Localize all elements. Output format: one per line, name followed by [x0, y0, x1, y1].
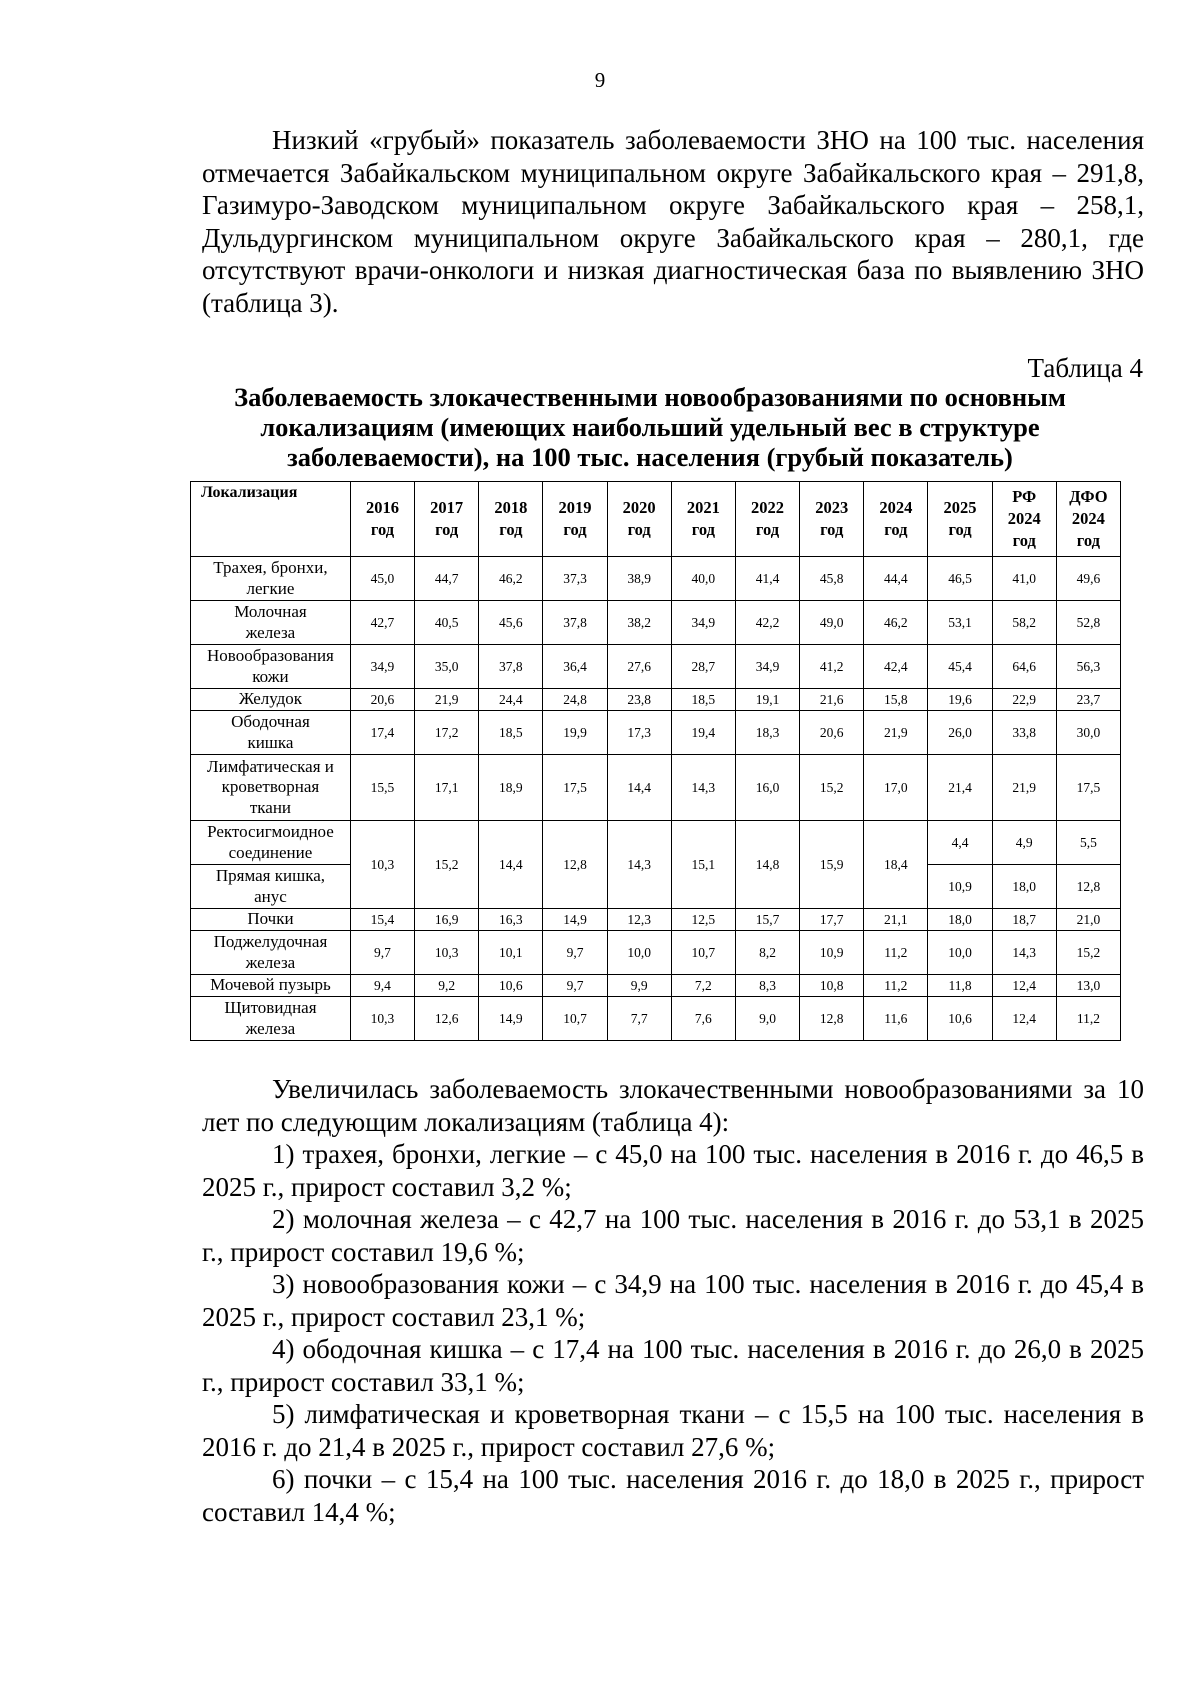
cell-value: 45,8 — [800, 557, 864, 601]
cell-value: 15,2 — [1056, 931, 1120, 975]
row-localization: Трахея, бронхи, легкие — [191, 557, 351, 601]
cell-value: 19,6 — [928, 689, 992, 711]
cell-value: 10,9 — [800, 931, 864, 975]
cell-value: 18,0 — [928, 909, 992, 931]
cell-value: 19,1 — [735, 689, 799, 711]
cell-value: 10,3 — [350, 997, 414, 1041]
cell-value: 4,9 — [992, 821, 1056, 865]
cell-value: 12,8 — [543, 821, 607, 909]
cell-value: 10,9 — [928, 865, 992, 909]
row-localization: Мочевой пузырь — [191, 975, 351, 997]
cell-value: 20,6 — [350, 689, 414, 711]
cell-value: 45,0 — [350, 557, 414, 601]
cell-value: 18,4 — [864, 821, 928, 909]
header-year: 2025 год — [928, 482, 992, 557]
cell-value: 14,9 — [479, 997, 543, 1041]
cell-value: 15,7 — [735, 909, 799, 931]
cell-value: 10,6 — [928, 997, 992, 1041]
cell-value: 21,0 — [1056, 909, 1120, 931]
cell-value: 16,3 — [479, 909, 543, 931]
cell-value: 21,6 — [800, 689, 864, 711]
cell-value: 18,7 — [992, 909, 1056, 931]
cell-value: 13,0 — [1056, 975, 1120, 997]
cell-value: 9,7 — [543, 975, 607, 997]
cell-value: 58,2 — [992, 601, 1056, 645]
header-year: 2022 год — [735, 482, 799, 557]
cell-value: 35,0 — [415, 645, 479, 689]
cell-value: 18,5 — [479, 711, 543, 755]
cell-value: 12,3 — [607, 909, 671, 931]
table-row — [191, 557, 1121, 601]
cell-value: 10,6 — [479, 975, 543, 997]
cell-value: 17,3 — [607, 711, 671, 755]
cell-value: 27,6 — [607, 645, 671, 689]
header-year: 2021 год — [671, 482, 735, 557]
cell-value: 40,5 — [415, 601, 479, 645]
cell-value: 28,7 — [671, 645, 735, 689]
cell-value: 18,3 — [735, 711, 799, 755]
cell-value: 15,1 — [671, 821, 735, 909]
cell-value: 17,2 — [415, 711, 479, 755]
cell-value: 42,2 — [735, 601, 799, 645]
row-localization: Желудок — [191, 689, 351, 711]
cell-value: 12,8 — [1056, 865, 1120, 909]
cell-value: 45,4 — [928, 645, 992, 689]
row-localization: Новообразования кожи — [191, 645, 351, 689]
cell-value: 44,7 — [415, 557, 479, 601]
header-year: 2024 год — [864, 482, 928, 557]
table-label: Таблица 4 — [1027, 353, 1143, 383]
cell-value: 44,4 — [864, 557, 928, 601]
table-title-line: заболеваемости), на 100 тыс. населения (грубый показатель) — [287, 442, 1013, 472]
cell-value: 9,2 — [415, 975, 479, 997]
cell-value: 38,9 — [607, 557, 671, 601]
cell-value: 17,1 — [415, 755, 479, 821]
cell-value: 37,8 — [543, 601, 607, 645]
cell-value: 33,8 — [992, 711, 1056, 755]
row-localization: Прямая кишка, анус — [191, 865, 351, 909]
cell-value: 9,7 — [543, 931, 607, 975]
cell-value: 19,4 — [671, 711, 735, 755]
cell-value: 20,6 — [800, 711, 864, 755]
cell-value: 15,9 — [800, 821, 864, 909]
cell-value: 12,6 — [415, 997, 479, 1041]
list-item: 4) ободочная кишка – с 17,4 на 100 тыс. населения в 2016 г. до 26,0 в 2025 г., прирост составил 33,1 %; — [202, 1334, 1144, 1397]
cell-value: 24,8 — [543, 689, 607, 711]
cell-value: 16,9 — [415, 909, 479, 931]
cell-value: 12,4 — [992, 975, 1056, 997]
table-row — [191, 821, 1121, 865]
row-localization: Ободочная кишка — [191, 711, 351, 755]
cell-value: 49,0 — [800, 601, 864, 645]
summary-paragraph: Увеличилась заболеваемость злокачественными новообразованиями за 10 лет по следующим локализациям (таблица 4): — [202, 1074, 1144, 1137]
cell-value: 36,4 — [543, 645, 607, 689]
cell-value: 42,4 — [864, 645, 928, 689]
cell-value: 14,3 — [607, 821, 671, 909]
cell-value: 40,0 — [671, 557, 735, 601]
cell-value: 42,7 — [350, 601, 414, 645]
cell-value: 17,5 — [543, 755, 607, 821]
cell-value: 21,9 — [992, 755, 1056, 821]
header-year: 2018 год — [479, 482, 543, 557]
header-year: РФ 2024 год — [992, 482, 1056, 557]
header-year: ДФО 2024 год — [1056, 482, 1120, 557]
cell-value: 10,1 — [479, 931, 543, 975]
cell-value: 15,8 — [864, 689, 928, 711]
table-row — [191, 931, 1121, 975]
cell-value: 16,0 — [735, 755, 799, 821]
header-localization: Локализация — [191, 482, 351, 557]
row-localization: Поджелудочная железа — [191, 931, 351, 975]
header-year: 2017 год — [415, 482, 479, 557]
cell-value: 11,2 — [1056, 997, 1120, 1041]
cell-value: 10,8 — [800, 975, 864, 997]
cell-value: 15,2 — [415, 821, 479, 909]
list-item: 3) новообразования кожи – с 34,9 на 100 тыс. населения в 2016 г. до 45,4 в 2025 г., прирост составил 23,1 %; — [202, 1269, 1144, 1332]
list-item: 6) почки – с 15,4 на 100 тыс. населения 2016 г. до 18,0 в 2025 г., прирост составил 14,4 %; — [202, 1464, 1144, 1527]
table-title-line: локализациям (имеющих наибольший удельный вес в структуре — [260, 412, 1040, 442]
cell-value: 14,4 — [479, 821, 543, 909]
cell-value: 14,4 — [607, 755, 671, 821]
table-row — [191, 689, 1121, 711]
cell-value: 14,3 — [671, 755, 735, 821]
cell-value: 22,9 — [992, 689, 1056, 711]
cell-value: 14,3 — [992, 931, 1056, 975]
cell-value: 14,9 — [543, 909, 607, 931]
cell-value: 9,7 — [350, 931, 414, 975]
cell-value: 64,6 — [992, 645, 1056, 689]
cell-value: 10,7 — [543, 997, 607, 1041]
cell-value: 15,5 — [350, 755, 414, 821]
table-row — [191, 909, 1121, 931]
cell-value: 12,5 — [671, 909, 735, 931]
cell-value: 7,2 — [671, 975, 735, 997]
list-item: 2) молочная железа – с 42,7 на 100 тыс. населения в 2016 г. до 53,1 в 2025 г., прирост составил 19,6 %; — [202, 1204, 1144, 1267]
table-row — [191, 601, 1121, 645]
cell-value: 34,9 — [671, 601, 735, 645]
intro-paragraph: Низкий «грубый» показатель заболеваемости ЗНО на 100 тыс. населения отмечается Забайкальском муниципальном округе Забайкальского края – 291,8, Газимуро-Заводском муниципальном округе Забайкальского края – 258,1, Дульдургинском муниципальном округе Забайкальского края – 280,1, где отсутствуют врачи-онкологи и низкая диагностическая база по выявлению ЗНО (таблица 3). — [202, 125, 1144, 318]
table-title — [180, 382, 1120, 472]
incidence-table — [190, 481, 1121, 1041]
cell-value: 23,7 — [1056, 689, 1120, 711]
table-header-row — [191, 482, 1121, 557]
row-localization: Щитовидная железа — [191, 997, 351, 1041]
cell-value: 10,3 — [415, 931, 479, 975]
table-row — [191, 711, 1121, 755]
cell-value: 5,5 — [1056, 821, 1120, 865]
page-number: 9 — [594, 68, 606, 92]
cell-value: 9,4 — [350, 975, 414, 997]
list-item: 1) трахея, бронхи, легкие – с 45,0 на 100 тыс. населения в 2016 г. до 46,5 в 2025 г., прирост составил 3,2 %; — [202, 1139, 1144, 1202]
cell-value: 18,9 — [479, 755, 543, 821]
row-localization: Молочная железа — [191, 601, 351, 645]
row-localization: Ректосигмоидное соединение — [191, 821, 351, 865]
cell-value: 34,9 — [350, 645, 414, 689]
cell-value: 41,4 — [735, 557, 799, 601]
cell-value: 18,5 — [671, 689, 735, 711]
cell-value: 21,9 — [415, 689, 479, 711]
cell-value: 11,6 — [864, 997, 928, 1041]
table-body — [191, 557, 1121, 1041]
cell-value: 15,4 — [350, 909, 414, 931]
cell-value: 15,2 — [800, 755, 864, 821]
header-year: 2023 год — [800, 482, 864, 557]
cell-value: 11,2 — [864, 975, 928, 997]
cell-value: 41,0 — [992, 557, 1056, 601]
cell-value: 9,0 — [735, 997, 799, 1041]
cell-value: 17,0 — [864, 755, 928, 821]
cell-value: 26,0 — [928, 711, 992, 755]
cell-value: 53,1 — [928, 601, 992, 645]
cell-value: 23,8 — [607, 689, 671, 711]
cell-value: 14,8 — [735, 821, 799, 909]
cell-value: 7,6 — [671, 997, 735, 1041]
table-row — [191, 975, 1121, 997]
cell-value: 21,4 — [928, 755, 992, 821]
cell-value: 12,8 — [800, 997, 864, 1041]
cell-value: 37,3 — [543, 557, 607, 601]
body-text — [202, 1073, 1144, 1528]
table-title-line: Заболеваемость злокачественными новообразованиями по основным — [234, 382, 1066, 412]
cell-value: 17,5 — [1056, 755, 1120, 821]
cell-value: 4,4 — [928, 821, 992, 865]
header-year: 2019 год — [543, 482, 607, 557]
cell-value: 46,5 — [928, 557, 992, 601]
cell-value: 34,9 — [735, 645, 799, 689]
cell-value: 45,6 — [479, 601, 543, 645]
cell-value: 38,2 — [607, 601, 671, 645]
cell-value: 37,8 — [479, 645, 543, 689]
cell-value: 8,3 — [735, 975, 799, 997]
list-item: 5) лимфатическая и кроветворная ткани – с 15,5 на 100 тыс. населения в 2016 г. до 21,4 в 2025 г., прирост составил 27,6 %; — [202, 1399, 1144, 1462]
cell-value: 11,8 — [928, 975, 992, 997]
cell-value: 9,9 — [607, 975, 671, 997]
cell-value: 21,1 — [864, 909, 928, 931]
cell-value: 46,2 — [479, 557, 543, 601]
cell-value: 12,4 — [992, 997, 1056, 1041]
cell-value: 7,7 — [607, 997, 671, 1041]
cell-value: 10,7 — [671, 931, 735, 975]
cell-value: 8,2 — [735, 931, 799, 975]
cell-value: 10,3 — [350, 821, 414, 909]
cell-value: 11,2 — [864, 931, 928, 975]
table-row — [191, 755, 1121, 821]
cell-value: 19,9 — [543, 711, 607, 755]
cell-value: 30,0 — [1056, 711, 1120, 755]
cell-value: 52,8 — [1056, 601, 1120, 645]
cell-value: 17,7 — [800, 909, 864, 931]
cell-value: 10,0 — [928, 931, 992, 975]
cell-value: 18,0 — [992, 865, 1056, 909]
cell-value: 10,0 — [607, 931, 671, 975]
cell-value: 46,2 — [864, 601, 928, 645]
row-localization: Лимфатическая и кроветворная ткани — [191, 755, 351, 821]
row-localization: Почки — [191, 909, 351, 931]
header-year: 2020 год — [607, 482, 671, 557]
cell-value: 21,9 — [864, 711, 928, 755]
header-year: 2016 год — [350, 482, 414, 557]
table-row — [191, 645, 1121, 689]
cell-value: 56,3 — [1056, 645, 1120, 689]
cell-value: 41,2 — [800, 645, 864, 689]
table-row — [191, 997, 1121, 1041]
cell-value: 24,4 — [479, 689, 543, 711]
cell-value: 49,6 — [1056, 557, 1120, 601]
cell-value: 17,4 — [350, 711, 414, 755]
